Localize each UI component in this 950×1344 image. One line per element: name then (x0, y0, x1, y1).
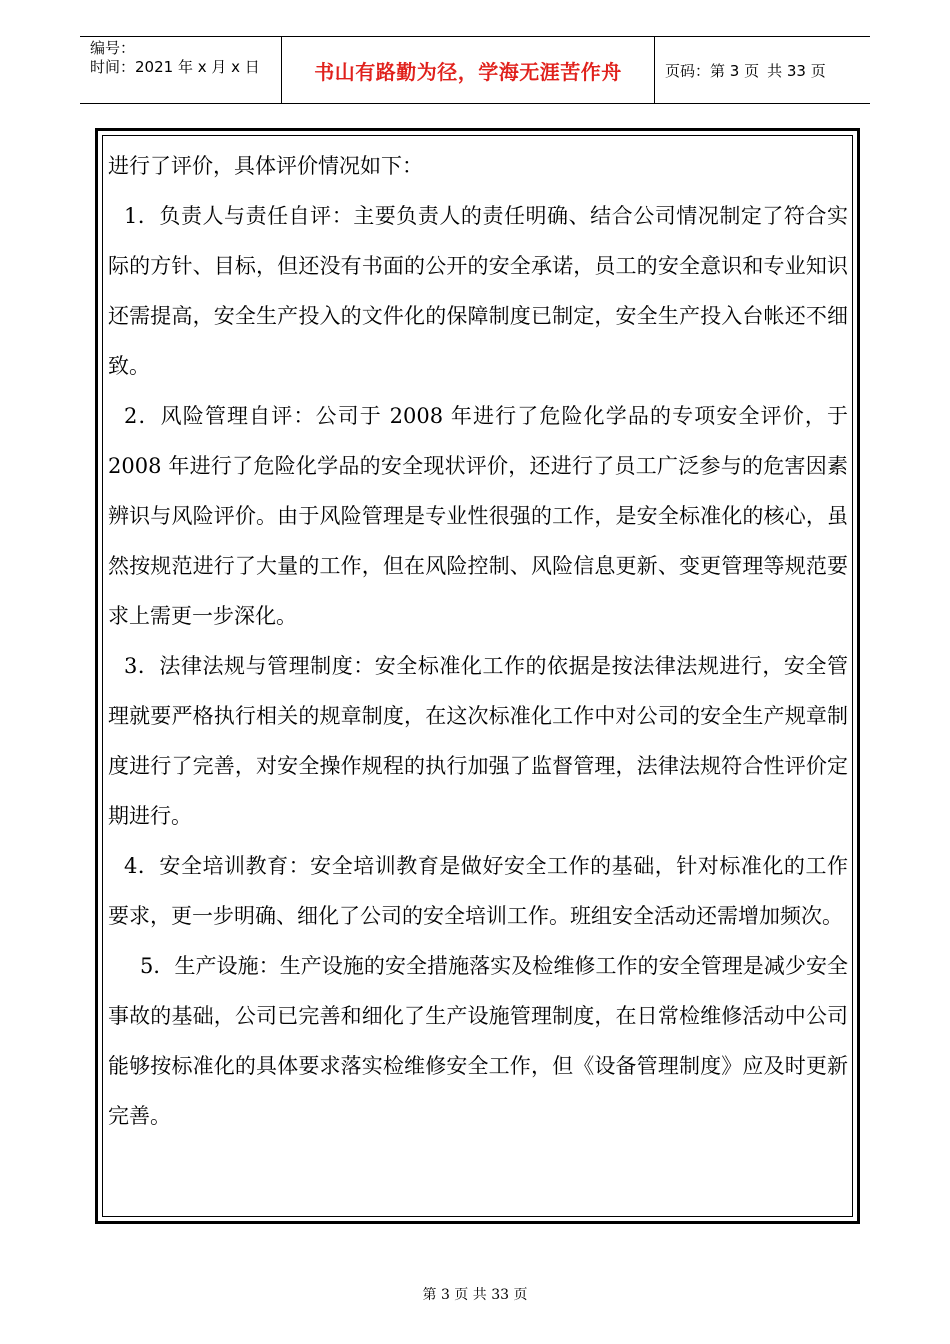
header-page-cell (655, 37, 870, 103)
document-number-label: 编号： (90, 39, 136, 57)
header-motto-cell (282, 37, 655, 103)
page-header (80, 36, 870, 104)
evaluation-item-2: 2．风险管理自评：公司于 2008 年进行了危险化学品的专项安全评价，于 2008 年进行了危险化学品的安全现状评价，还进行了员工广泛参与的危害因素辨识与风险评价。由于风险管理是专业性很强的工作，是安全标准化的核心，虽然按规范进行了大量的工作，但在风险控制、风险信息更新、变更管理等规范要求上需更一步深化。 (108, 404, 848, 628)
page-footer (0, 1284, 950, 1304)
content-box (95, 128, 860, 1224)
evaluation-item-5: 5．生产设施：生产设施的安全措施落实及检维修工作的安全管理是减少安全事故的基础，公司已完善和细化了生产设施管理制度，在日常检维修活动中公司能够按标准化的具体要求落实检维修安全工作，但《设备管理制度》应及时更新完善。 (108, 954, 848, 1128)
header-page-total: 共 33 页 (767, 61, 826, 80)
document-date-label: 时间：2021 年 x 月 x 日 (90, 58, 260, 76)
footer-page-number: 第 3 页 共 33 页 (422, 1287, 528, 1303)
evaluation-item-4: 4．安全培训教育：安全培训教育是做好安全工作的基础，针对标准化的工作要求，更一步明确、细化了公司的安全培训工作。班组安全活动还需增加频次。 (108, 854, 848, 928)
evaluation-item-1: 1．负责人与责任自评：主要负责人的责任明确、结合公司情况制定了符合实际的方针、目标，但还没有书面的公开的安全承诺，员工的安全意识和专业知识还需提高，安全生产投入的文件化的保障制度已制定，安全生产投入台帐还不细致。 (108, 204, 848, 378)
header-meta-cell (80, 37, 282, 103)
evaluation-item-3: 3．法律法规与管理制度：安全标准化工作的依据是按法律法规进行，安全管理就要严格执行相关的规章制度，在这次标准化工作中对公司的安全生产规章制度进行了完善，对安全操作规程的执行加强了监督管理，法律法规符合性评价定期进行。 (108, 654, 848, 828)
lead-paragraph: 进行了评价，具体评价情况如下： (108, 154, 423, 178)
header-page-number: 页码：第 3 页 (665, 61, 760, 80)
header-motto: 书山有路勤为径，学海无涯苦作舟 (314, 59, 622, 84)
document-body (108, 141, 848, 1141)
